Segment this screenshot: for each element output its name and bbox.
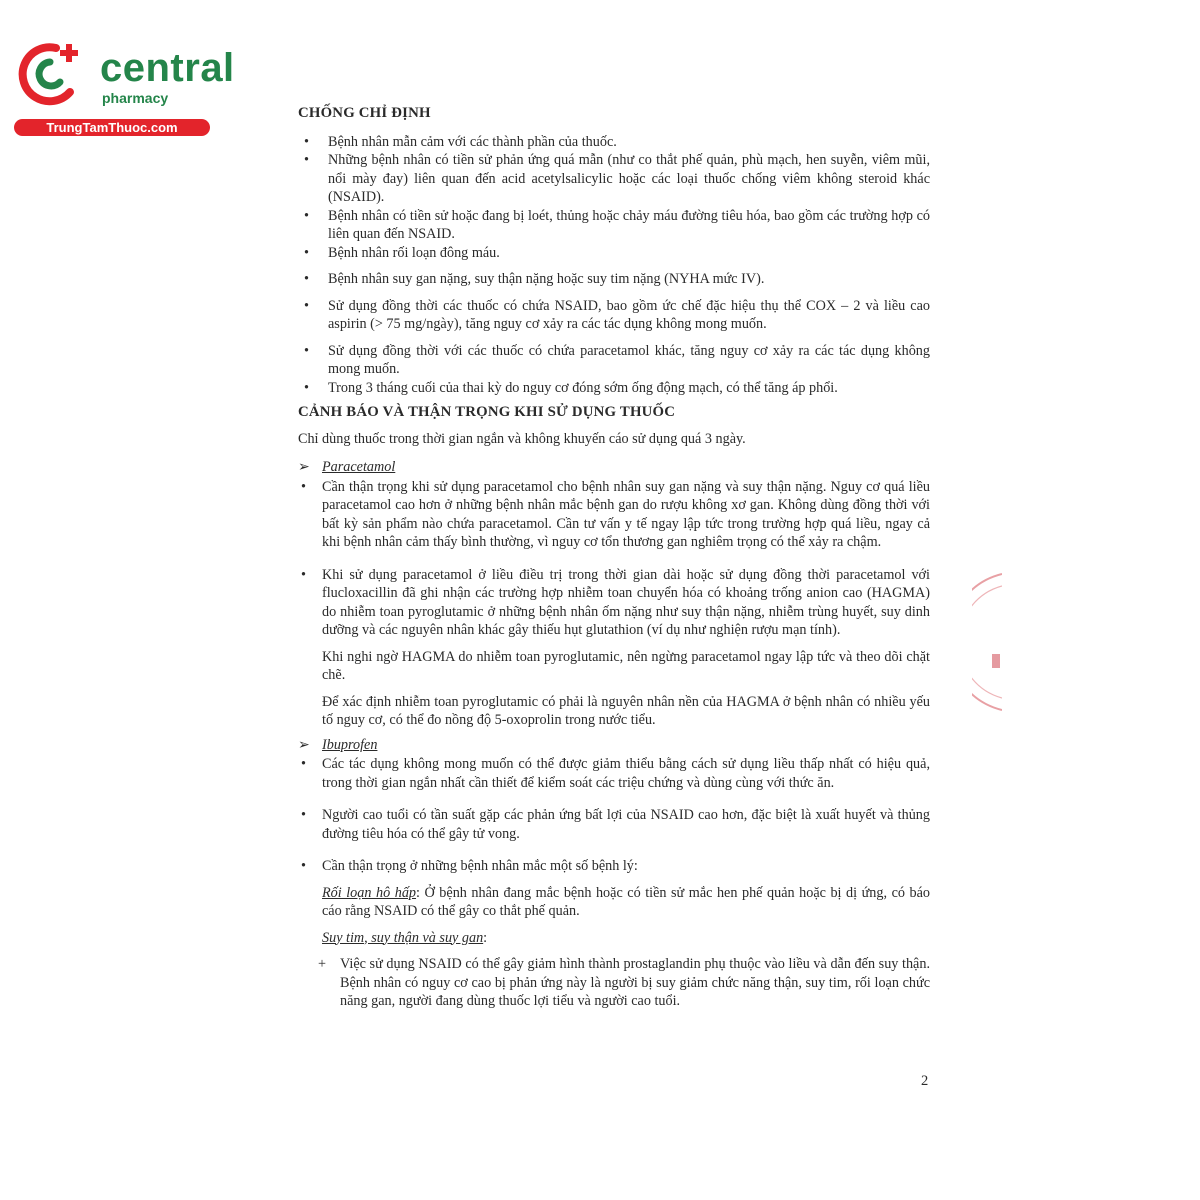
list-item: • Cần thận trọng khi sử dụng paracetamol cho bệnh nhân suy gan nặng và suy thận nặng. Nguy cơ quá liều paracetamol cao hơn ở những bệnh nhân mắc bệnh gan do rượu không xơ gan. Không dùng đồng thời với bất kỳ sản phẩm nào chứa paracetamol. Cần tư vấn y tế ngay lập tức trong trường hợp quá liều, ngay cả khi bệnh nhân cảm thấy bình thường, vì nguy cơ tổn thương gan nghiêm trọng có thể xảy ra chậm.	[298, 478, 930, 552]
logo-brand-name: central	[100, 46, 235, 90]
heart-kidney-liver-label: Suy tim, suy thận và suy gan	[322, 929, 484, 946]
paracetamol-subheading: ➢ Paracetamol	[298, 458, 930, 477]
list-item: • Khi sử dụng paracetamol ở liều điều trị trong thời gian dài hoặc sử dụng đồng thời paracetamol với flucloxacillin đã ghi nhận các trường hợp nhiễm toan chuyển hóa có khoảng trống anion cao (HAGMA) do nhiễm toan pyroglutamic ở những bệnh nhân ốm nặng như suy thận nặng, nhiễm trùng huyết, suy dinh dưỡng và các nguyên nhân khác gây thiếu hụt glutathion (ví dụ như nghiện rượu mạn tính).	[298, 566, 930, 640]
list-item: • Cần thận trọng ở những bệnh nhân mắc một số bệnh lý:	[298, 857, 930, 876]
document-page	[298, 100, 930, 1011]
list-item: • Bệnh nhân suy gan nặng, suy thận nặng hoặc suy tim nặng (NYHA mức IV).	[298, 270, 930, 289]
pharmacy-logo	[12, 38, 235, 138]
respiratory-paragraph	[298, 884, 930, 921]
contraindications-heading: CHỐNG CHỈ ĐỊNH	[298, 105, 431, 121]
central-pharmacy-logo-icon	[12, 40, 92, 106]
logo-url-banner: TrungTamThuoc.com	[14, 119, 210, 136]
logo-tagline: pharmacy	[102, 90, 169, 106]
list-item: • Sử dụng đồng thời với các thuốc có chứa paracetamol khác, tăng nguy cơ xảy ra các tác dụng không mong muốn.	[298, 342, 930, 379]
respiratory-text: : Ở bệnh nhân đang mắc bệnh hoặc có tiền sử mắc hen phế quản hoặc bị dị ứng, có báo cáo rằng NSAID có thể gây co thắt phế quản.	[322, 884, 930, 919]
warnings-heading: CẢNH BÁO VÀ THẬN TRỌNG KHI SỬ DỤNG THUỐC	[298, 404, 676, 420]
warnings-intro: Chỉ dùng thuốc trong thời gian ngắn và không khuyến cáo sử dụng quá 3 ngày.	[298, 430, 746, 447]
respiratory-label: Rối loạn hô hấp	[322, 884, 417, 901]
paragraph: Để xác định nhiễm toan pyroglutamic có phải là nguyên nhân nền của HAGMA ở bệnh nhân có nhiều yếu tố nguy cơ, có thể đo nồng độ 5-oxoprolin trong nước tiểu.	[322, 693, 930, 728]
paragraph: Khi nghi ngờ HAGMA do nhiễm toan pyroglutamic, nên ngừng paracetamol ngay lập tức và theo dõi chặt chẽ.	[322, 648, 930, 683]
label-colon: :	[483, 929, 488, 946]
red-seal-fragment-icon	[972, 572, 1002, 712]
plus-item: + Việc sử dụng NSAID có thể gây giảm hình thành prostaglandin phụ thuộc vào liều và dẫn đến suy thận. Bệnh nhân có nguy cơ cao bị phản ứng này là người bị suy giảm chức năng thận, suy tim, rối loạn chức năng gan, người đang dùng thuốc lợi tiểu và người cao tuổi.	[298, 955, 930, 1011]
list-item: • Bệnh nhân mẫn cảm với các thành phần của thuốc.	[298, 133, 930, 152]
list-item: • Các tác dụng không mong muốn có thể được giảm thiểu bằng cách sử dụng liều thấp nhất có hiệu quả, trong thời gian ngắn nhất cần thiết để kiểm soát các triệu chứng và dùng cùng với thức ăn.	[298, 755, 930, 792]
list-item: • Bệnh nhân rối loạn đông máu.	[298, 244, 930, 263]
ibuprofen-subheading: ➢ Ibuprofen	[298, 736, 930, 755]
page-number: 2	[921, 1073, 929, 1089]
list-item: • Những bệnh nhân có tiền sử phản ứng quá mẫn (như co thắt phế quản, phù mạch, hen suyễn, viêm mũi, nổi mày đay) liên quan đến acid acetylsalicylic hoặc các loại thuốc chống viêm không steroid khác (NSAID).	[298, 151, 930, 207]
list-item: • Trong 3 tháng cuối của thai kỳ do nguy cơ đóng sớm ống động mạch, có thể tăng áp phổi.	[298, 379, 930, 398]
heart-kidney-liver-label-line	[298, 929, 930, 948]
list-item: • Bệnh nhân có tiền sử hoặc đang bị loét, thủng hoặc chảy máu đường tiêu hóa, bao gồm các trường hợp có liên quan đến NSAID.	[298, 207, 930, 244]
list-item: • Người cao tuổi có tần suất gặp các phản ứng bất lợi của NSAID cao hơn, đặc biệt là xuất huyết và thủng đường tiêu hóa có thể gây tử vong.	[298, 806, 930, 843]
warnings-section	[298, 458, 930, 1011]
contraindications-list	[298, 133, 930, 398]
list-item: • Sử dụng đồng thời các thuốc có chứa NSAID, bao gồm ức chế đặc hiệu thụ thể COX – 2 và liều cao aspirin (> 75 mg/ngày), tăng nguy cơ xảy ra các tác dụng không mong muốn.	[298, 297, 930, 334]
